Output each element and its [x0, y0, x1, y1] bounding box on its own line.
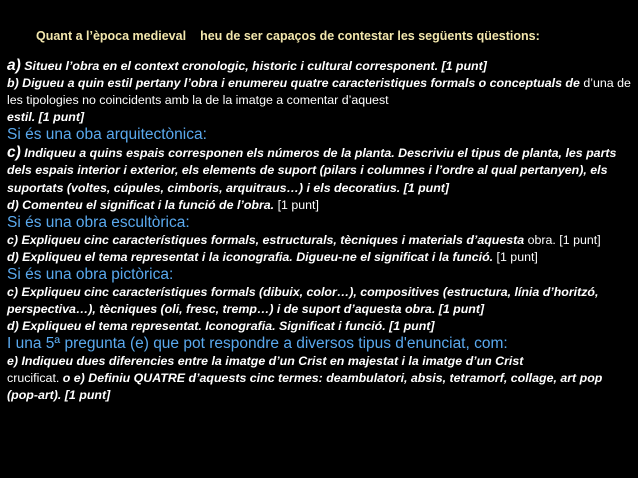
arch-question-c	[7, 144, 635, 196]
paint-question-d: d) Expliqueu el tema representat. Iconografia. Significat i funció. [1 punt]	[7, 319, 435, 334]
slide-header	[36, 29, 540, 43]
arch-question-d	[7, 197, 635, 214]
question-a	[7, 57, 635, 75]
sculpt-question-c-bold: c) Expliqueu cinc característiques formals, estructurals, tècniques i materials d’aquesta	[7, 232, 525, 247]
arch-question-c-label: c)	[7, 144, 21, 162]
arch-question-d-normal: [1 punt]	[274, 197, 319, 212]
question-e	[7, 353, 635, 404]
question-e1-normal: crucificat.	[7, 371, 60, 386]
header-part-1: Quant a l’època medieval	[36, 29, 187, 43]
arch-question-d-bold: d) Comenteu el significat i la funció de l’obra.	[7, 197, 275, 212]
sculpt-question-c-normal: obra. [1 punt]	[524, 232, 601, 247]
heading-painting: Si és una obra pictòrica:	[7, 265, 174, 283]
heading-fifth-question: I una 5ª pregunta (e) que pot respondre a diversos tipus d'enunciat, com:	[7, 335, 508, 353]
question-e1-bold: e) Indiqueu dues diferencies entre la imatge d’un Crist en majestat i la imatge d’un Crist	[7, 354, 524, 369]
header-part-2: heu de ser capaços de contestar les següents qüestions:	[200, 29, 540, 43]
question-b	[7, 75, 635, 126]
question-e2-bold: o e) Definiu QUATRE d’aquests cinc termes: deambulatori, absis, tetramorf, collage, art pop (pop-art). [1 punt]	[7, 371, 603, 403]
sculpt-question-c	[7, 232, 635, 249]
sculpt-question-d-normal: [1 punt]	[493, 249, 538, 264]
question-b-normal: d’una de les tipologies no coincidents amb la de la imatge a comentar d’aquest	[7, 76, 631, 108]
heading-architecture: Si és una oba arquitectònica:	[7, 126, 207, 144]
arch-question-c-text: Indiqueu a quins espais corresponen els números de la planta. Descriviu el tipus de planta, les parts dels espais interior i exterior, els elements de suport (pilars i columnes i l’ordre al qual pertanyen), els suportats (voltes, cúpules, cimboris, arquitraus…) i els decoratius. [1 punt]	[7, 146, 617, 195]
sculpt-question-d-bold: d) Expliqueu el tema representat i la iconografia. Digueu-ne el significat i la funció.	[7, 249, 494, 264]
sculpt-question-d	[7, 249, 635, 266]
question-b-end: estil. [1 punt]	[7, 110, 85, 125]
question-b-bold: b) Digueu a quin estil pertany l’obra i enumereu quatre caracteristiques formals o conceptuals de	[7, 76, 580, 91]
questions-content	[7, 57, 635, 405]
paint-question-c: c) Expliqueu cinc característiques formals (dibuix, color…), compositives (estructura, línia d’horitzó, perspectiva…), tècniques (oli, fresc, tremp…) i de suport d’aquesta obra. [1 punt]	[7, 284, 599, 317]
heading-sculpture: Si és una obra escultòrica:	[7, 213, 190, 231]
question-a-text: Situeu l’obra en el context cronologic, historic i cultural corresponent. [1 punt]	[20, 59, 487, 73]
question-a-label: a)	[7, 57, 21, 74]
